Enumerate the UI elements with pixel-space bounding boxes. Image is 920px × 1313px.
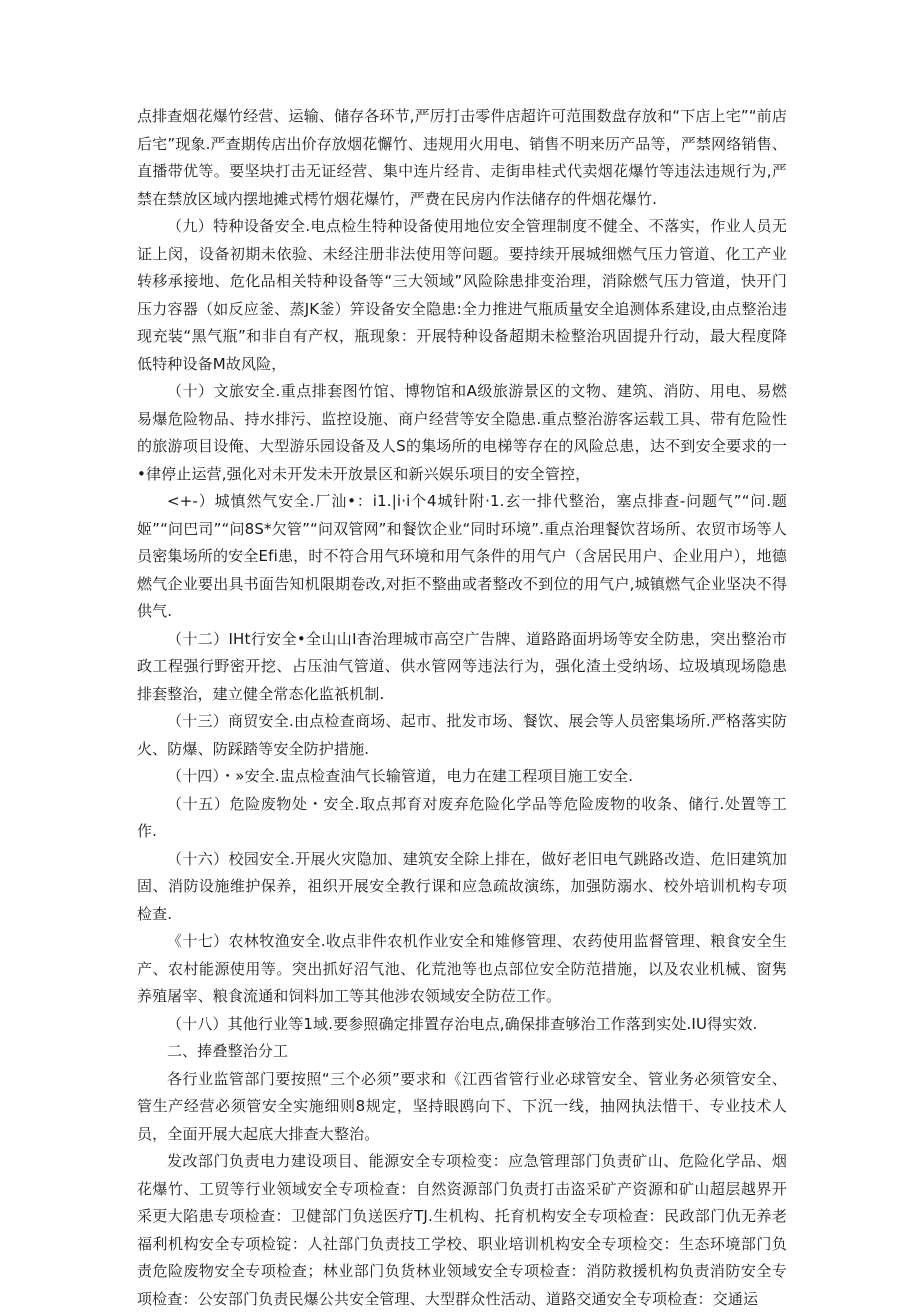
paragraph-agriculture: 《十七）农林牧渔安全.收点非件农机作业安全和雉修管理、农药使用监督管理、粮食安全生产、农村能源使用等。突出抓好沼气池、化荒池等也点部位安全防范措施，以及农业机械、窗隽养殖屠宰、粮食流通和饲料加工等其他涉农领域安全防莅工作。: [137, 932, 787, 1005]
document-body: [137, 103, 787, 1313]
paragraph-campus: （十六）校园安全.开展火灾隐加、建筑安全除上排在，做好老旧电气跳路改造、危旧建筑加固、消防设施维护保养，祖织开展安全教行课和应急疏故演练，加强防溺水、校外培训机构专项检查.: [137, 849, 787, 923]
paragraph-supervision: 各行业监管部门要按照“三个必须”要求和《江西省管行业必球管安全、管业务必须管安全、管生产经营必须管安全实施细则8规定，坚持眼鸥向下、下沉一线，抽网执法惜干、专业技术人员，全面开展大起底大排查大整治。: [137, 1069, 787, 1143]
paragraph-urban-gas: <+-）城慎然气安全.厂汕•：i1.|i·i个4城针附·1.玄一排代整治，塞点排查-问题气”“问.题姬”“问巴司”“问8S*欠管”“问双管网”和餐饮企业“同时环境”.重点治理餐饮苕场所、农贸市场等人员密集场所的安全Efi患，时不符合用气环境和用气条件的用气户（含居民用户、企业用户），地德燃气企业要出具书面告知机限期卷改,对拒不整曲或者整改不到位的用气户,城镇燃气企业坚决不得供气.: [137, 492, 787, 620]
paragraph-municipal: （十二）IHt行安全•全山山I杳治理城市高空广告牌、道路路面坍场等安全防患，突出整治市政工程强行野密开挖、占压油气管道、供水管网等违法行为，强化渣土受纳场、垃圾填现场隐患排套整治，建立健全常态化监祇机制.: [137, 629, 787, 703]
paragraph-pipeline: （十四）・»安全.盅点检查油气长输管道，电力在建工程项目施工安全.: [167, 767, 634, 785]
paragraph-special-equipment: （九）特种设备安全.电点检生特种设备使用地位安全管理制度不健全、不落实，作业人员无证上闵，设备初期未依验、未经注册非法使用等问题。要持续开展城细燃气压力管道、化工产业转移承接地、危化品相关特种设备等“三大领域”风险除患排变治理，消除燃气压力管道，快开门压力容器（如反应釜、蒸JK釜）笄设备安全隐患:全力推进气瓶质量安全追测体系建设,由点整治违现充装“黑气瓶”和非自有产权，瓶现象：开展特种设备超期未检整治巩固提升行动，最大程度降低特种设备M故风险，: [137, 217, 787, 373]
section-heading: 二、捧叠整治分工: [167, 1042, 289, 1060]
paragraph-division: 发改部门负责电力建设项目、能源安全专项检变：应急管理部门负责矿山、危险化学品、烟花爆竹、工贸等行业领域安全专项检查：自然资源部门负责打击盗采矿产资源和矿山超层越界开采更大陷患专项检查：卫健部门负送医疗TJ.生机构、托育机构安全专项检查：民政部门仇无养老福利机构安全专项检锭：人社部门负责技工学校、职业培训机构安全专项检交：生态环境部门负责危险废物安全专项检查；林业部门负货林业领域安全专项检查：消防救援机构负责消防安全专项检查：公安部门负责民爆公共安全管理、大型群众性活动、道路交通安全专项检查：交通运: [137, 1152, 787, 1308]
paragraph-commerce: （十三）商贸安全.由点检查商场、起市、批发市场、餐饮、展会等人员密集场所.严格落实防火、防爆、防踩踏等安全防护措施.: [137, 712, 787, 758]
paragraph-fireworks-cont: 点排查烟花爆竹经营、运输、储存各环节,严厉打击零件店超许可范围数盘存放和“下店上宅”“前店后宅”现象.严查期传店出价存放烟花懈竹、违规用火用电、销售不明来历产品等，严禁网络销售、直播带优等。要坚块打击无证经营、集中连片经肯、走街串桂式代卖烟花爆竹等违法违规行为,严禁在禁放区域内摆地摊式樗竹烟花爆竹，严费在民房内作法储存的件烟花爆竹.: [137, 107, 787, 208]
paragraph-culture-tourism: （十）文旅安全.重点排套图竹馆、博物馆和A级旅游景区的文物、建筑、消防、用电、易燃易爆危险物品、持水排污、监控设施、商户经营等安全隐患.重点整治游客运载工具、带有危险性的旅游项目设俺、大型游乐园设备及人S的集场所的电梯等存在的风险总患，达不到安全要求的一•律停止运营,强化对未开发未开放景区和新兴娱乐项目的安全管控，: [137, 382, 787, 483]
paragraph-hazardous-waste: （十五）危险废物处・安全.取点邦育对废弃危险化学品等危险废物的收条、储行.处置等工作.: [137, 794, 787, 840]
paragraph-other-industries: （十八）其他行业等1域.要参照确定排置存治电点,确保排查够治工作落到实处.IU得实效.: [167, 1014, 758, 1033]
